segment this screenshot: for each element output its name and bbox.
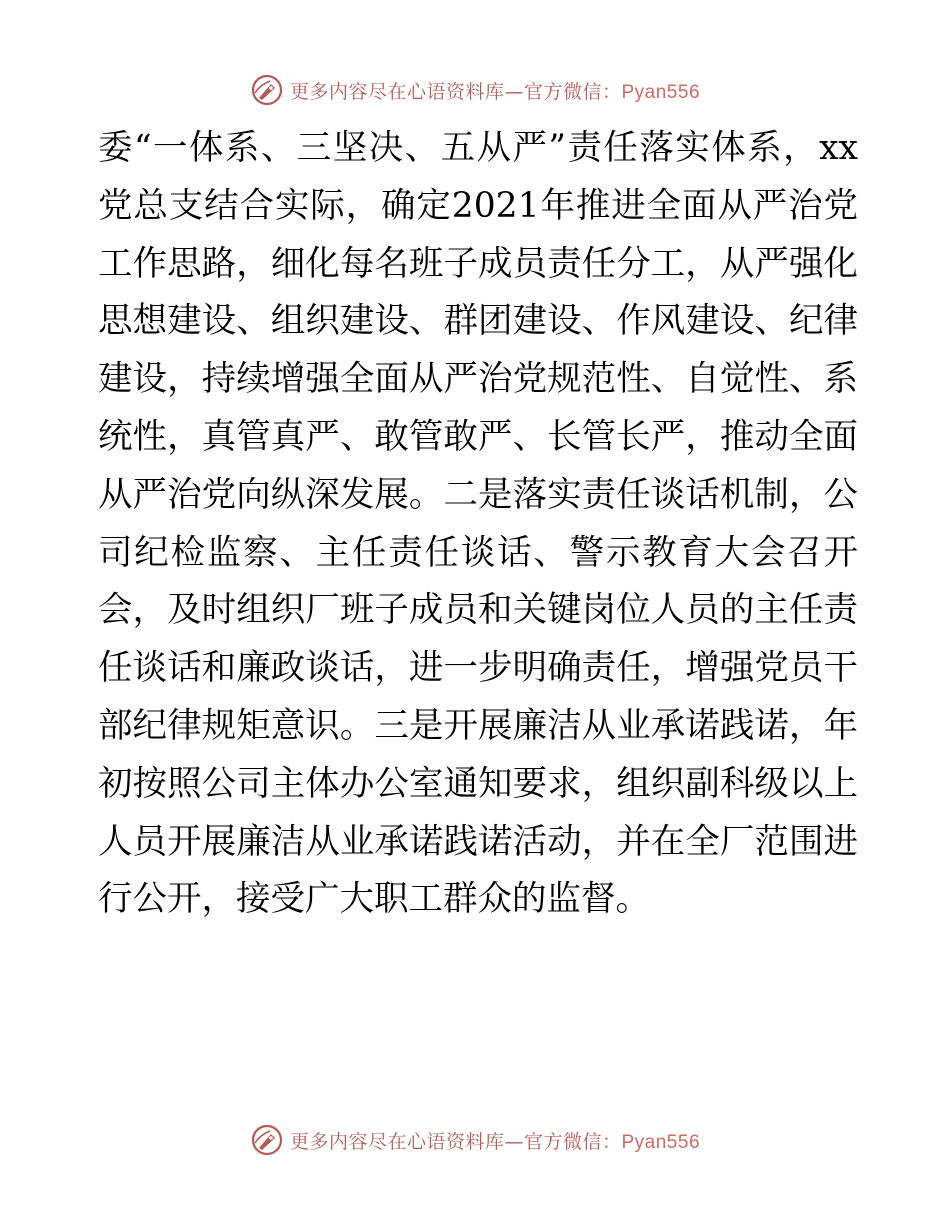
watermark-text [290,1127,700,1154]
watermark-wechat-id: Pyan556 [621,1131,701,1153]
document-body [98,120,858,929]
footer-watermark [0,1120,950,1160]
text-line: 司纪检监察、主任责任谈话、警示教育大会召开 [98,532,858,573]
text-line: 人员开展廉洁从业承诺践诺活动，并在全厂范围进 [98,821,858,862]
text-line: 思想建设、组织建设、群团建设、作风建设、纪律 [98,301,858,342]
text-line: 委“一体系、三坚决、五从严”责任落实体系，xx [98,128,858,168]
watermark-brand: 更多内容尽在心语资料库 [289,80,505,103]
watermark-wechat-id: Pyan556 [621,81,701,103]
pen-nib-icon [250,1123,284,1157]
pen-nib-icon [250,73,284,107]
text-line: 初按照公司主体办公室通知要求，组织副科级以上 [98,763,858,804]
watermark-brand: 更多内容尽在心语资料库 [289,1130,505,1153]
text-line: 建设，持续增强全面从严治党规范性、自觉性、系 [98,359,858,400]
text-line: 工作思路，细化每名班子成员责任分工，从严强化 [98,243,858,284]
text-line: 党总支结合实际，确定2021年推进全面从严治党 [98,185,858,226]
watermark-wechat-label: 官方微信： [523,80,622,103]
watermark-wechat-label: 官方微信： [523,1130,622,1153]
header-watermark [0,70,950,110]
text-line: 会，及时组织厂班子成员和关键岗位人员的主任责 [98,590,858,631]
text-line: 任谈话和廉政谈话，进一步明确责任，增强党员干 [98,648,858,689]
watermark-dash: — [504,80,524,103]
text-line: 部纪律规矩意识。三是开展廉洁从业承诺践诺，年 [98,705,858,746]
text-line: 行公开，接受广大职工群众的监督。 [98,879,650,920]
text-line: 从严治党向纵深发展。二是落实责任谈话机制，公 [98,474,858,515]
text-line: 统性，真管真严、敢管敢严、长管长严，推动全面 [98,416,858,457]
watermark-text [290,77,700,104]
watermark-dash: — [504,1130,524,1153]
